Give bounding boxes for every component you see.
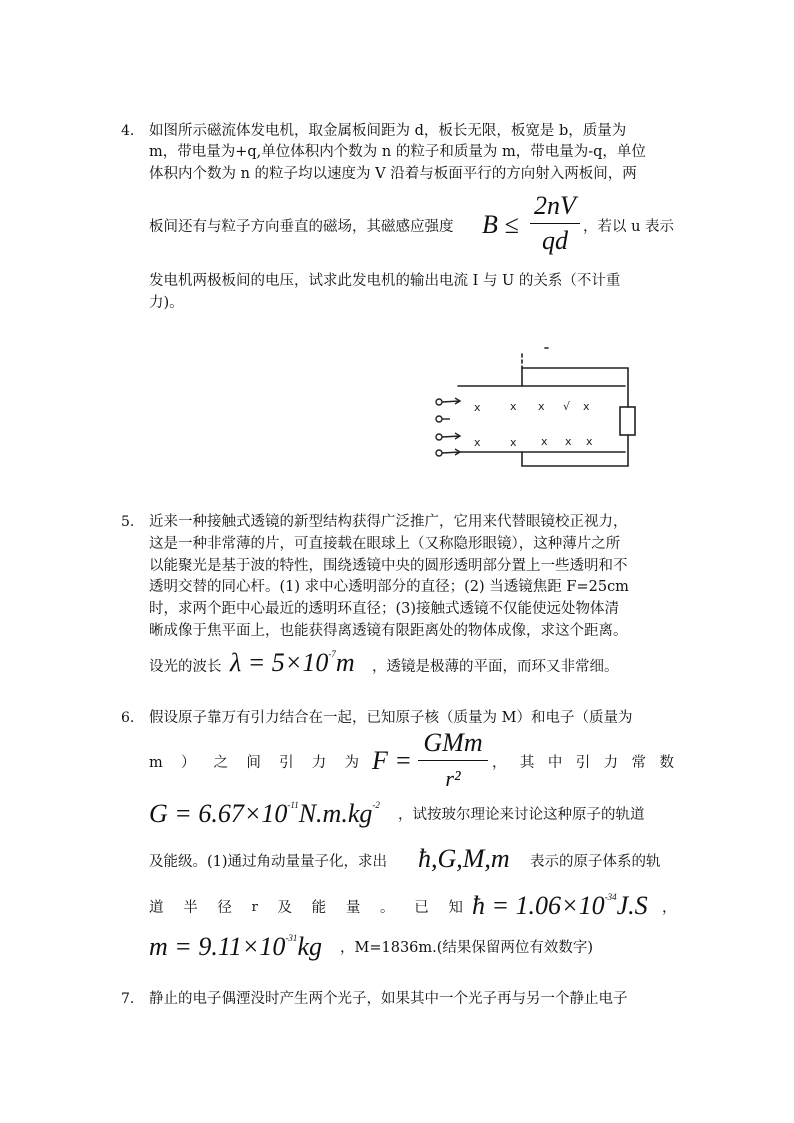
problem-6-line-5-comma: ， bbox=[662, 900, 677, 916]
problem-5-line-7-text: 设光的波长 bbox=[149, 659, 222, 675]
problem-5-number: 5. bbox=[121, 514, 135, 530]
word: 间 bbox=[246, 755, 261, 771]
formula-f-lhs: F = bbox=[372, 746, 412, 775]
mass-unit: kg bbox=[297, 932, 322, 961]
formula-b-inequality: B ≤ bbox=[482, 210, 519, 239]
word: 引 bbox=[575, 755, 591, 771]
wavelength-value: λ = 5×10 bbox=[230, 648, 329, 677]
problem-4-line-3: 体积内个数为 n 的粒子均以速度为 V 沿着与板面平行的方向射入两板间，两 bbox=[149, 166, 637, 182]
gravity-numerator: GMm bbox=[423, 728, 483, 757]
formula-gravity-fraction bbox=[418, 730, 488, 791]
fraction-bar bbox=[530, 223, 580, 224]
svg-text:x: x bbox=[510, 400, 517, 413]
particle-beam-arrows bbox=[436, 398, 460, 456]
word: 之 bbox=[213, 755, 229, 771]
problem-5-line-7-tail: ，透镜是极薄的平面，而环又非常细。 bbox=[372, 659, 619, 675]
word: 半 bbox=[183, 900, 198, 916]
word: r bbox=[251, 900, 258, 915]
word: 知 bbox=[448, 900, 463, 916]
fraction-denominator: qd bbox=[542, 226, 568, 255]
mhd-generator-diagram bbox=[420, 340, 650, 470]
svg-text:x: x bbox=[474, 401, 481, 414]
problem-5-line-6: 晰成像于焦平面上，也能获得离透镜有限距离处的物体成像，求这个距离。 bbox=[149, 623, 628, 639]
svg-text:x: x bbox=[538, 400, 545, 413]
problem-6-line-2-head bbox=[149, 756, 359, 771]
problem-4-number: 4. bbox=[121, 123, 135, 139]
problem-6-line-4-tail: 表示的原子体系的轨 bbox=[530, 854, 661, 870]
problem-6-line-5-head bbox=[149, 901, 463, 916]
problem-4-line-4-text: 板间还有与粒子方向垂直的磁场，其磁感应强度 bbox=[149, 219, 454, 235]
problem-6-line-3-tail: ，试按玻尔理论来讨论这种原子的轨道 bbox=[398, 807, 645, 823]
svg-text:x: x bbox=[586, 435, 593, 448]
problem-6-line-6-tail: ，M=1836m.(结果保留两位有效数字) bbox=[340, 940, 594, 956]
word: 常 bbox=[631, 755, 647, 771]
problem-4-line-1: 如图所示磁流体发电机，取金属板间距为 d，板长无限，板宽是 b，质量为 bbox=[149, 123, 627, 139]
word: m bbox=[149, 755, 163, 771]
word: 其 bbox=[519, 755, 535, 771]
gravity-denominator: r² bbox=[445, 766, 461, 791]
problem-7-line-1: 静止的电子偶湮没时产生两个光子，如果其中一个光子再与另一个静止电子 bbox=[149, 991, 628, 1007]
g-exponent: -11 bbox=[287, 800, 299, 810]
svg-text:√: √ bbox=[563, 400, 571, 413]
problem-5-line-4: 透明交替的同心杆。(1) 求中心透明部分的直径；(2) 当透镜焦距 F=25cm bbox=[149, 579, 629, 595]
formula-hbar bbox=[472, 893, 648, 919]
problem-5-line-1: 近来一种接触式透镜的新型结构获得广泛推广，它用来代替眼镜校正视力， bbox=[149, 514, 628, 530]
formula-variables: ħ,G,M,m bbox=[418, 844, 510, 873]
word: 能 bbox=[311, 900, 327, 916]
wavelength-exponent: -7 bbox=[328, 649, 336, 659]
svg-text:x: x bbox=[541, 435, 548, 448]
mass-exponent: -31 bbox=[285, 933, 298, 943]
word: 力 bbox=[603, 755, 619, 771]
problem-5-line-2: 这是一种非常薄的片，可直接载在眼球上（又称隐形眼镜），这种薄片之所 bbox=[149, 536, 621, 552]
hbar-unit: J.S bbox=[616, 891, 648, 920]
word: 引 bbox=[279, 755, 294, 771]
g-unit-exponent: -2 bbox=[372, 800, 380, 810]
formula-gravitational-constant bbox=[149, 801, 380, 827]
word: 力 bbox=[311, 755, 327, 771]
svg-text:x: x bbox=[565, 435, 572, 448]
svg-text:x: x bbox=[583, 400, 590, 413]
word: 为 bbox=[344, 755, 359, 771]
problem-6-line-2-tail bbox=[492, 756, 674, 771]
formula-wavelength bbox=[230, 650, 355, 676]
word: 量 bbox=[345, 900, 361, 916]
g-value: G = 6.67×10 bbox=[149, 799, 288, 828]
fraction-bar bbox=[418, 760, 488, 761]
word: 中 bbox=[547, 755, 563, 771]
problem-7-number: 7. bbox=[121, 991, 135, 1007]
word: 已 bbox=[414, 900, 429, 916]
magnetic-field-crosses bbox=[474, 400, 593, 449]
word: ， bbox=[492, 755, 507, 771]
svg-text:x: x bbox=[510, 436, 517, 449]
hbar-value: ħ = 1.06×10 bbox=[472, 891, 605, 920]
problem-5-line-5: 时，求两个距中心最近的透明环直径；(3)接触式透镜不仅能使远处物体清 bbox=[149, 601, 620, 617]
formula-electron-mass bbox=[149, 934, 322, 960]
problem-6-number: 6. bbox=[121, 710, 135, 726]
problem-6-line-1: 假设原子靠万有引力结合在一起，已知原子核（质量为 M）和电子（质量为 bbox=[149, 710, 633, 726]
word: 及 bbox=[277, 900, 292, 916]
problem-5-line-3: 以能聚光是基于波的特性，围绕透镜中央的圆形透明部分置上一些透明和不 bbox=[149, 558, 628, 574]
problem-4-line-2: m，带电量为+q,单位体积内个数为 n 的粒子和质量为 m，带电量为-q，单位 bbox=[149, 144, 646, 160]
problem-4-line-4-tail: ，若以 u 表示 bbox=[583, 219, 675, 235]
problem-4-line-6: 力)。 bbox=[149, 295, 184, 311]
fraction-numerator: 2nV bbox=[534, 191, 576, 220]
word: ） bbox=[180, 755, 196, 771]
word: 数 bbox=[659, 755, 674, 771]
mass-value: m = 9.11×10 bbox=[149, 932, 286, 961]
formula-b-fraction bbox=[530, 193, 580, 254]
word: 道 bbox=[149, 900, 164, 916]
g-unit: N.m.kg bbox=[298, 799, 373, 828]
word: 。 bbox=[380, 900, 395, 916]
problem-4-line-5: 发电机两极板间的电压，试求此发电机的输出电流 I 与 U 的关系（不计重 bbox=[149, 273, 621, 289]
problem-6-line-4-text: 及能级。(1)通过角动量量子化，求出 bbox=[149, 854, 388, 870]
word: 径 bbox=[217, 900, 232, 916]
svg-text:x: x bbox=[474, 436, 481, 449]
hbar-exponent: -34 bbox=[604, 892, 617, 902]
wavelength-unit: m bbox=[335, 648, 355, 677]
